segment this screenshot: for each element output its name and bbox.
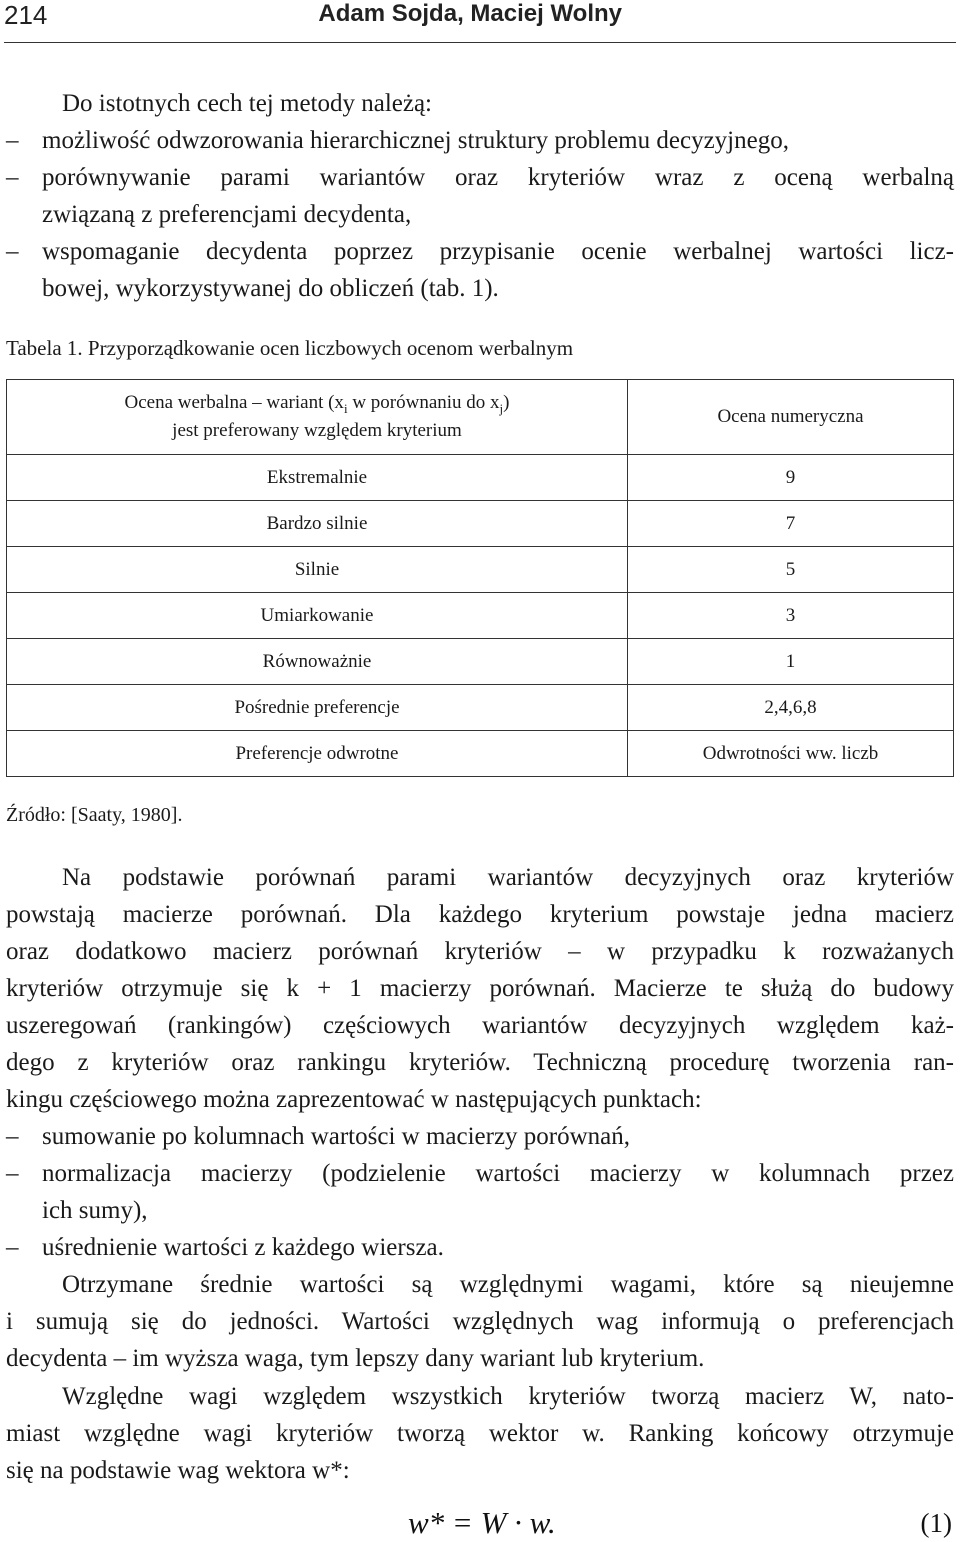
cell-numeric: Odwrotności ww. liczb [628,731,954,777]
p1-line-5: uszeregowań (rankingów) częściowych wariantów decyzyjnych względem każ- [6,1012,954,1039]
cell-verbal: Silnie [7,547,628,593]
table-row [7,731,954,777]
header-verbal-text-line-2: jest preferowany względem kryterium [172,419,462,441]
step-2-line-1: normalizacja macierzy (podzielenie wartości macierzy w kolumnach przez [42,1160,954,1187]
bullet-dash: – [6,127,19,154]
p3-line-1: Względne wagi względem wszystkich kryteriów tworzą macierz W, nato- [62,1383,954,1410]
cell-numeric: 5 [628,547,954,593]
p1-line-4: kryteriów otrzymuje się k + 1 macierzy porównań. Macierze te służą do budowy [6,975,954,1002]
cell-verbal: Pośrednie preferencje [7,685,628,731]
page-header [0,0,960,44]
cell-verbal: Preferencje odwrotne [7,731,628,777]
cell-numeric: 7 [628,501,954,547]
table-source: Źródło: [Saaty, 1980]. [6,804,183,826]
table-row [7,455,954,501]
p3-line-2: miast względne wagi kryteriów tworzą wektor w. Ranking końcowy otrzymuje [6,1420,954,1447]
table-header-row [7,380,954,455]
table-row [7,593,954,639]
step-1: sumowanie po kolumnach wartości w macierzy porównań, [42,1123,631,1150]
p2-line-3: decydenta – im wyższa waga, tym lepszy dany wariant lub kryterium. [6,1345,705,1372]
p1-line-7: kingu częściowego można zaprezentować w następujących punktach: [6,1086,702,1113]
table-row [7,501,954,547]
p3-line-3: się na podstawie wag wektora w*: [6,1457,350,1484]
step-3: uśrednienie wartości z każdego wiersza. [42,1234,444,1261]
cell-verbal: Równoważnie [7,639,628,685]
table-row [7,547,954,593]
intro-bullet-3-line-2: bowej, wykorzystywanej do obliczeń (tab. 1). [42,275,499,302]
cell-verbal: Bardzo silnie [7,501,628,547]
p1-line-6: dego z kryteriów oraz rankingu kryteriów. Techniczną procedurę tworzenia ran- [6,1049,954,1076]
cell-numeric: 2,4,6,8 [628,685,954,731]
p2-line-2: i sumują się do jedności. Wartości względnych wag informują o preferencjach [6,1308,954,1335]
header-verbal-text-end: ) [503,392,510,414]
table-caption: Tabela 1. Przyporządkowanie ocen liczbowych ocenom werbalnym [6,336,574,360]
p1-line-3: oraz dodatkowo macierz porównań kryteriów – w przypadku k rozważanych [6,938,954,965]
header-numeric-rating: Ocena numeryczna [628,380,954,455]
running-head-authors: Adam Sojda, Maciej Wolny [318,0,622,27]
header-verbal-rating [7,380,628,455]
bullet-dash: – [6,238,19,265]
intro-lead: Do istotnych cech tej metody należą: [62,90,433,117]
equation: w* = W · w. [408,1505,556,1540]
cell-numeric: 9 [628,455,954,501]
intro-bullet-2-line-1: porównywanie parami wariantów oraz kryteriów wraz z oceną werbalną [42,164,954,191]
intro-bullet-1: możliwość odwzorowania hierarchicznej struktury problemu decyzyjnego, [42,127,789,154]
header-verbal-text-mid: w porównaniu do x [347,392,500,414]
cell-numeric: 3 [628,593,954,639]
intro-bullet-3-line-1: wspomaganie decydenta poprzez przypisanie ocenie werbalnej wartości licz- [42,238,954,265]
step-2-line-2: ich sumy), [42,1197,148,1224]
p1-line-1: Na podstawie porównań parami wariantów decyzyjnych oraz kryteriów [62,864,954,891]
subscript-j: j [499,400,504,416]
table-row [7,639,954,685]
intro-bullet-2-line-2: związaną z preferencjami decydenta, [42,201,412,228]
table-row [7,685,954,731]
bullet-dash: – [6,164,19,191]
subscript-i: i [343,400,348,416]
bullet-dash: – [6,1123,19,1150]
cell-verbal: Ekstremalnie [7,455,628,501]
header-rule [4,42,956,43]
page-number: 214 [4,0,48,30]
bullet-dash: – [6,1160,19,1187]
p2-line-1: Otrzymane średnie wartości są względnymi wagami, które są nieujemne [62,1271,954,1298]
header-verbal-text: Ocena werbalna – wariant (x [124,392,344,414]
bullet-dash: – [6,1234,19,1261]
p1-line-2: powstają macierze porównań. Dla każdego kryterium powstaje jedna macierz [6,901,954,928]
cell-numeric: 1 [628,639,954,685]
verbal-numeric-table [6,379,954,777]
equation-number: (1) [920,1508,952,1538]
cell-verbal: Umiarkowanie [7,593,628,639]
